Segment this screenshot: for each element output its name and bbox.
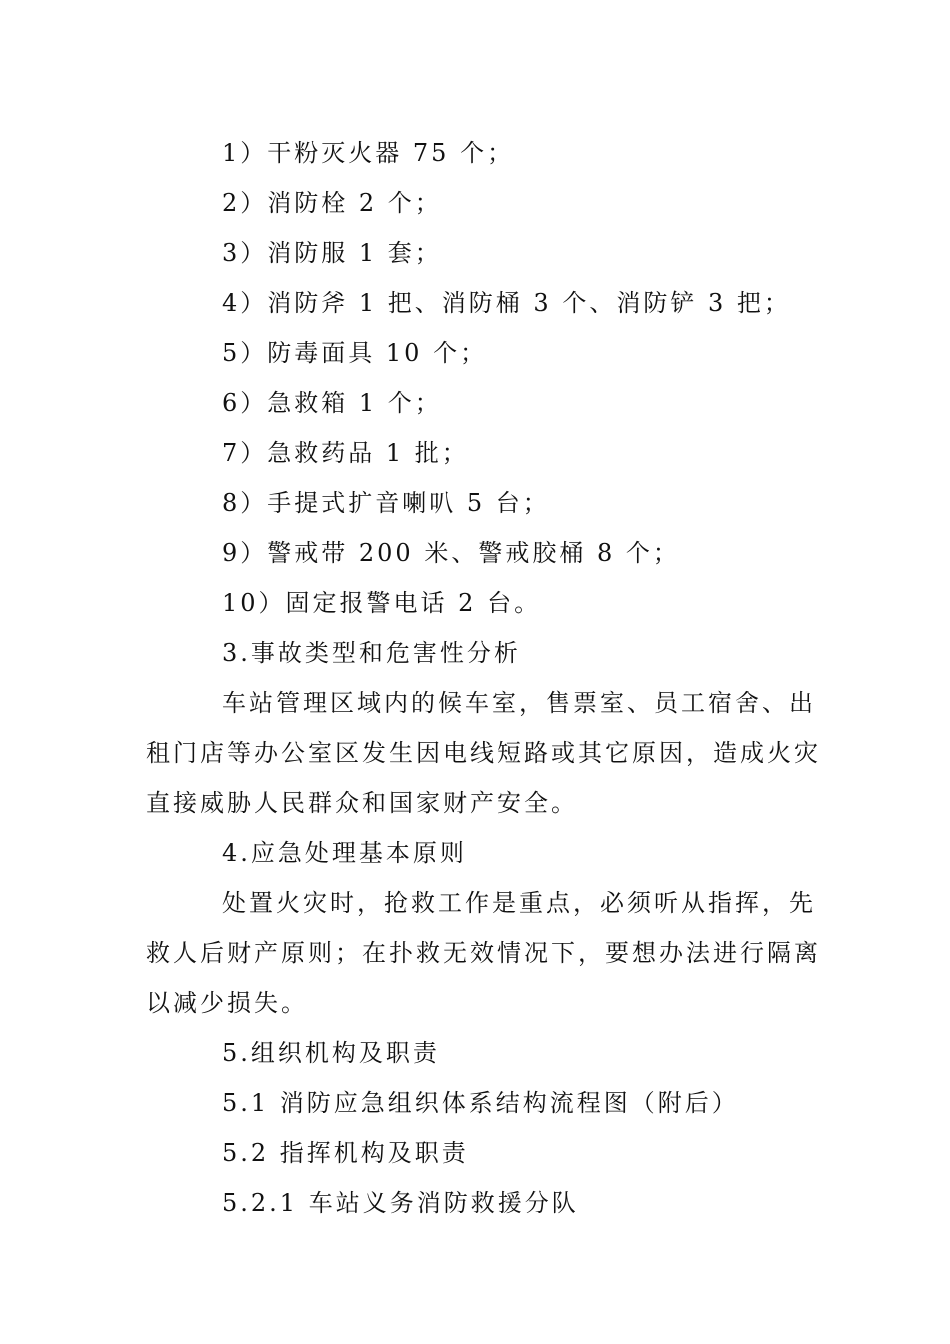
list-item-4: 4）消防斧 1 把、消防桶 3 个、消防铲 3 把；	[222, 289, 791, 317]
list-item-1: 1）干粉灭火器 75 个；	[222, 139, 515, 167]
list-item-6: 6）急救箱 1 个；	[222, 389, 442, 417]
section-5-2-1-heading: 5.2.1 车站义务消防救援分队	[222, 1189, 579, 1217]
list-item-8: 8）手提式扩音喇叭 5 台；	[222, 489, 550, 517]
section-5-1-heading: 5.1 消防应急组织体系结构流程图（附后）	[222, 1089, 739, 1117]
list-item-10: 10）固定报警电话 2 台。	[222, 589, 542, 617]
section-4-paragraph-line-1: 处置火灾时，抢救工作是重点，必须听从指挥，先	[222, 889, 816, 917]
section-4-paragraph-line-2: 救人后财产原则；在扑救无效情况下，要想办法进行隔离	[146, 939, 821, 967]
section-4-paragraph-line-3: 以减少损失。	[146, 989, 308, 1017]
section-5-2-heading: 5.2 指挥机构及职责	[222, 1139, 469, 1167]
section-3-heading: 3.事故类型和危害性分析	[222, 639, 521, 667]
section-3-paragraph-line-3: 直接威胁人民群众和国家财产安全。	[146, 789, 578, 817]
section-3-paragraph-line-2: 租门店等办公室区发生因电线短路或其它原因，造成火灾	[146, 739, 821, 767]
section-5-heading: 5.组织机构及职责	[222, 1039, 440, 1067]
list-item-2: 2）消防栓 2 个；	[222, 189, 442, 217]
section-4-heading: 4.应急处理基本原则	[222, 839, 467, 867]
section-3-paragraph-line-1: 车站管理区域内的候车室，售票室、员工宿舍、出	[222, 689, 816, 717]
list-item-7: 7）急救药品 1 批；	[222, 439, 469, 467]
list-item-5: 5）防毒面具 10 个；	[222, 339, 488, 367]
list-item-9: 9）警戒带 200 米、警戒胶桶 8 个；	[222, 539, 680, 567]
list-item-3: 3）消防服 1 套；	[222, 239, 442, 267]
